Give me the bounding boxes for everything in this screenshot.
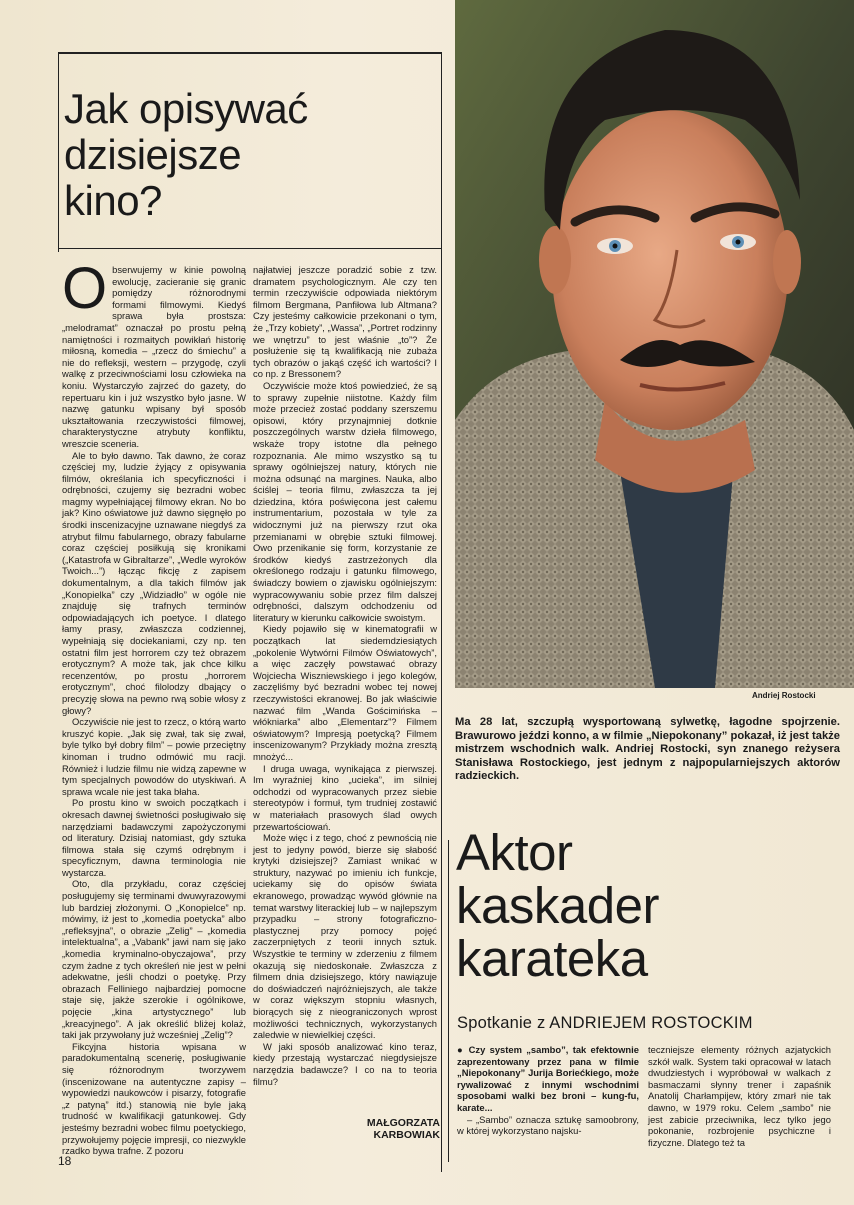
paragraph: Obserwujemy w kinie powolną ewolucję, zacieranie się granic pomiędzy różnorodnymi formami filmowymi. Kiedyś sprawa była prostsza: „melodramat” oznaczał po prostu pełną namiętności i rozmaitych powikłań historię miłosną, komedia – „rzecz do śmiechu” a nie do refleksji, western – przygodę, czyli walkę z przeciwnościami losu człowieka na koniu. Wystarczyło zajrzeć do gazety, do repertuaru kin i już wszystko było jasne. W nazwę gatunku wpisany był sposób ukształtowania rzeczywistości filmowej, charakterystyczne atrybuty konfliktu, wreszcie sceneria.: [62, 256, 246, 449]
article-column-1: [62, 256, 247, 1157]
interview-column-2: [648, 1044, 831, 1174]
paragraph: Oczywiście może ktoś powiedzieć, że są to sprawy zupełnie niistotne. Każdy film może przecież zostać poddany szerszemu opisowi, który przynajmniej dotknie poszczególnych warstw dzieła filmowego, wskaże tropy istotne dla pełnego rozpoznania. Ale mimo wszystko są tu sprawy ogólniejszej natury, których nie można odsunąć na margines. Nauka, albo ściślej – teoria filmu, zwłaszcza ta jej dziedzina, która poświęcona jest całemu instrumentarium, pozostała w tyle za widocznymi już na pierwszy rzut oka przemianami w obrębie sztuki filmowej. Owo przenikanie się form, korzystanie ze środków kiedyś zastrzeżonych dla określonego rodzaju i gatunku filmowego, świadczy bowiem o zjawisku ogólniejszym: wypracowywaniu sobie przez film dalszej odrębności, dalszym odchodzeniu od literatury w kierunku całkowicie swoistym.: [253, 379, 437, 623]
bullet-icon: ●: [457, 1044, 469, 1055]
right-vertical-rule: [441, 52, 442, 1172]
interview-title-line: kaskader: [456, 877, 659, 934]
author-signature: MAŁGORZATA KARBOWIAK: [366, 1117, 440, 1141]
article-title-line: Jak opisywać: [64, 85, 308, 132]
top-rule: [58, 52, 442, 54]
interview-answer: – „Sambo” oznacza sztukę samoobrony, w której wykorzystano najsku-: [457, 1113, 639, 1137]
article-column-2: [253, 264, 437, 1096]
interview-answer-continued: teczniejsze elementy różnych azjatyckich szkół walk. System taki opracował w latach dwudziestych i wypróbował w walkach z basmaczami słynny trener i zapaśnik Anatolij Charłampijew, który zmarł nie tak dawno, w 1979 roku. Celem „sambo” nie jest zabicie przeciwnika, lecz tylko jego pokonanie, rozbrojenie psychiczne i fizyczne. Dlatego też ta: [648, 1044, 831, 1148]
paragraph: Może więc i z tego, choć z pewnością nie jest to jedyny powód, bierze się słabość krytyki dzisiejszej? Zamiast wnikać w struktury, nazywać po imieniu ich funkcje, uciekamy się do opisów świata ekranowego, prowadząc wywód głównie na temat warstwy literackiej lub – w najlepszym przypadku – strony fotograficzno-plastycznej przy pomocy pojęć zaczerpniętych z teorii innych sztuk. Wszystkie te terminy w zderzeniu z filmem okazują się niedoskonałe. Zwłaszcza z filmem dnia dzisiejszego, który nawiązuje do doświadczeń najróżniejszych, ale także w coraz większym stopniu własnych, biorących się z nieograniczonych wprost możliwości technicznych, wykorzystanych zaledwie w niewielkiej części.: [253, 832, 437, 1041]
paragraph: Ale to było dawno. Tak dawno, że coraz częściej my, ludzie żyjący z opisywania filmów, określania ich specyficzności i odrębności, czujemy się bezradni wobec magmy wypełniającej filmowy ekran. No bo jak? Kino oświatowe już dawno sięgnęło po środki inscenizacyjne uznawane niegdyś za atrybut filmu fabularnego, obrazy fabularne coraz częściej posiłkują się kronikami („Katastrofa w Gibraltarze”, „Wedle wyroków Twoich...”) łącząc fikcję z zapisem dokumentalnym, a dla takich filmów jak „Konopielka” czy „Widziadło” w ogóle nie znajduję się trafnych terminów odpowiadających ich poetyce. I dlatego łamy prasy, zwłaszcza codziennej, wypełniają się dociekaniami, czy np. ten ostatni film jest horrorem czy też obrazem erotycznym? A może tak, jak chce kilku recenzentów, po prostu „horrorem erotycznym”, choć filolodzy dbający o precyzję słowa na pewno rwą sobie włosy z głowy?: [62, 449, 246, 716]
page-number: 18: [58, 1154, 72, 1168]
photo-caption: Andriej Rostocki: [752, 691, 816, 700]
title-underline-rule: [58, 248, 442, 249]
paragraph: Oto, dla przykładu, coraz częściej posługujemy się terminami dwuwyrazowymi lub bardziej złożonymi. O „Konopielce” np. mówimy, iż jest to „komedia poetycka” albo „refleksyjna”, o obrazie „Zelig” – „komedia intelektualna”, a „Vabank” jawi nam się jako „komedia kryminalno-obyczajowa”, przy czym żadne z tych określeń nie jest w pełni adekwatne, jeśli chodzi o poetykę. Przy obrazach Felliniego najbardziej pomocne staje się, jakże szerokie i ogólnikowe, pojęcie „kina artystycznego” lub „kreacyjnego”. A jak określić bliżej kolaż, taki jak przywołany już wcześniej „Zelig”?: [62, 878, 246, 1041]
interview-column-1: [457, 1044, 639, 1174]
paragraph: Kiedy pojawiło się w kinematografii w początkach lat siedemdziesiątych „pokolenie Wytwórni Filmów Oświatowych”, a więc zaczęły powstawać obrazy Wojciecha Wiszniewskiego i jego kolegów, zaczęliśmy być bezradni wobec tej nowej rzeczywistości ekranowej. Bo jak właściwie nazwać film „Wanda Gościmińska – włókniarka” albo „Elementarz”? Filmem oświatowym? Impresją poetycką? Filmem inscenizowanym? Przykłady można zresztą mnożyć...: [253, 623, 437, 762]
article-title-line: kino?: [64, 177, 162, 224]
paragraph: Fikcyjna historia wpisana w paradokumentalną scenerię, posługiwanie się różnorodnym tworzywem (inscenizowane na autentyczne zapisy – wypowiedzi naukowców i pisarzy, fotografie „z patyną” itd.) stanowią nie byle jaką trudność w kwalifikacji gatunkowej. Gdy jesteśmy bezradni wobec filmu poetyckiego, przywołujemy pojęcie impresji, co niezwykle rzadko bywa trafne. Z pozoru: [62, 1040, 246, 1157]
interview-title-line: karateka: [456, 930, 648, 987]
drop-cap: O: [62, 256, 108, 321]
paragraph: W jaki sposób analizować kino teraz, kiedy przestają wystarczać niegdysiejsze narzędzia badawcze? I co na to teoria filmu?: [253, 1040, 437, 1087]
interview-title-line: Aktor: [456, 824, 573, 881]
paragraph: Oczywiście nie jest to rzecz, o którą warto kruszyć kopie. „Jak się zwał, tak się zwał, byle tylko był dobry film” – powie przeciętny kinoman i trudno odmówić mu racji. Również i ludzie filmu nie widzą zapewne w tym specjalnych powodów do utyskiwań. A sprawa wcale nie jest taka błaha.: [62, 716, 247, 797]
article-title: [64, 86, 308, 224]
interview-question: ● Czy system „sambo”, tak efektownie zaprezentowany przez pana w filmie „Niepokonany” Jurija Boriećkiego, może rywalizować z innymi wschodnimi sposobami walki bez broni – kung-fu, karate...: [457, 1044, 639, 1113]
left-vertical-rule: [58, 52, 59, 252]
interview-subtitle: Spotkanie z ANDRIEJEM ROSTOCKIM: [457, 1014, 753, 1032]
article-title-line: dzisiejsze: [64, 131, 242, 178]
interview-title: [456, 826, 659, 985]
paragraph: Po prostu kino w swoich początkach i okresach dawnej świetności posługiwało się narzędziami badawczymi zapożyczonymi od literatury. Dzisiaj natomiast, gdy sztuka filmowa stała się czymś odrębnym i specyficznym, dawna terminologia nie wystarcza.: [62, 797, 246, 878]
portrait-illustration: [455, 0, 854, 688]
right-article-left-rule: [448, 840, 449, 1162]
paragraph: I druga uwaga, wynikająca z pierwszej. Im wyraźniej kino „ucieka”, im silniej odchodzi od wypracowanych przez siebie stereotypów i formuł, tym trudniej zostawić w materiałach prasowych ślad owych przewartościowań.: [253, 762, 437, 832]
lead-paragraph: Ma 28 lat, szczupłą wysportowaną sylwetkę, łagodne spojrzenie. Brawurowo jeździ konno, a w filmie „Niepokonany” pokazał, iż jest także mistrzem wschodnich walk. Andriej Rostocki, syn znanego reżysera Stanisława Rostockiego, jest jednym z najpopularniejszych aktorów radzieckich.: [455, 716, 840, 783]
portrait-photo: [455, 0, 854, 688]
paragraph: najłatwiej jeszcze poradzić sobie z tzw. dramatem psychologicznym. Ale czy ten termin rzeczywiście odpowiada niektórym filmom Bergmana, Panfiłowa lub Altmana? Czy jesteśmy całkowicie przekonani o tym, że „Trzy kobiety”, „Wassa”, „Portret rodzinny we wnętrzu” to jest właśnie „to”? Że posłużenie się tą kwalifikacją nie zubaża tych obrazów o jakąś część ich wartości? I co np. z Bressonem?: [253, 264, 437, 380]
